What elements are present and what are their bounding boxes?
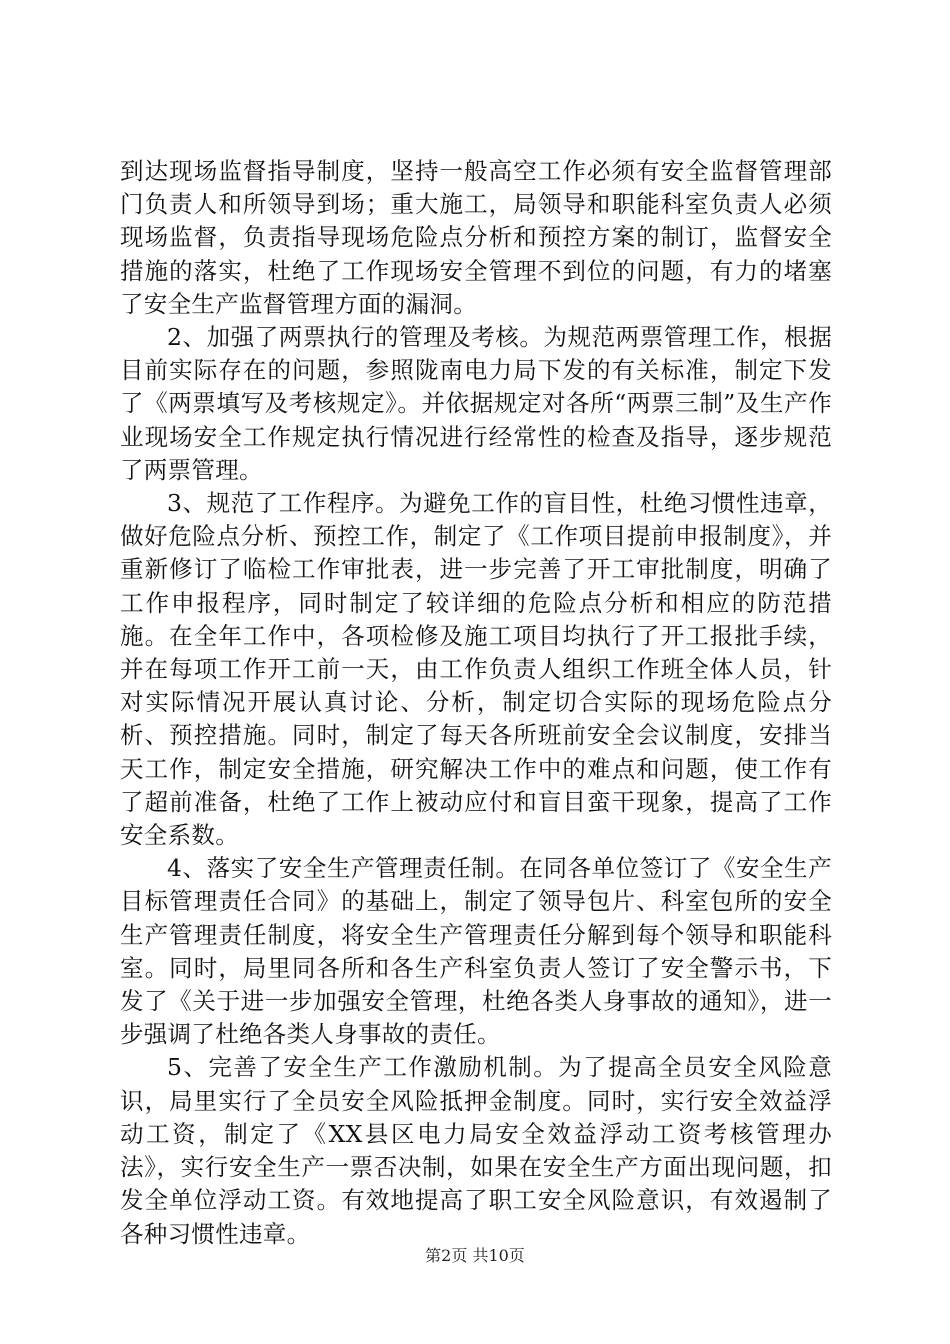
paragraph-item-3: 3、规范了工作程序。为避免工作的盲目性，杜绝习惯性违章，做好危险点分析、预控工作，制定了《工作项目提前申报制度》，并重新修订了临检工作审批表，进一步完善了开工审批制度，明确了工作申报程序，同时制定了较详细的危险点分析和相应的防范措施。在全年工作中，各项检修及施工项目均执行了开工报批手续，并在每项工作开工前一天，由工作负责人组织工作班全体人员，针对实际情况开展认真讨论、分析，制定切合实际的现场危险点分析、预控措施。同时，制定了每天各所班前安全会议制度，安排当天工作，制定安全措施，研究解决工作中的难点和问题，使工作有了超前准备，杜绝了工作上被动应付和盲目蛮干现象，提高了工作安全系数。 bbox=[120, 489, 832, 850]
paragraph-item-5: 5、完善了安全生产工作激励机制。为了提高全员安全风险意识，局里实行了全员安全风险抵押金制度。同时，实行安全效益浮动工资，制定了《XX县区电力局安全效益浮动工资考核管理办法》，实行安全生产一票否决制，如果在安全生产方面出现问题，扣发全单位浮动工资。有效地提高了职工安全风险意识，有效遏制了各种习惯性违章。 bbox=[120, 1053, 832, 1248]
paragraph-item-2: 2、加强了两票执行的管理及考核。为规范两票管理工作，根据目前实际存在的问题，参照陇南电力局下发的有关标准，制定下发了《两票填写及考核规定》。并依据规定对各所“两票三制”及生产作业现场安全工作规定执行情况进行经常性的检查及指导，逐步规范了两票管理。 bbox=[120, 323, 832, 484]
paragraph-continuation: 到达现场监督指导制度，坚持一般高空工作必须有安全监督管理部门负责人和所领导到场；重大施工，局领导和职能科室负责人必须现场监督，负责指导现场危险点分析和预控方案的制订，监督安全措施的落实，杜绝了工作现场安全管理不到位的问题，有力的堵塞了安全生产监督管理方面的漏洞。 bbox=[120, 157, 832, 318]
paragraph-item-4: 4、落实了安全生产管理责任制。在同各单位签订了《安全生产目标管理责任合同》的基础上，制定了领导包片、科室包所的安全生产管理责任制度，将安全生产管理责任分解到每个领导和职能科室。同时，局里同各所和各生产科室负责人签订了安全警示书，下发了《关于进一步加强安全管理，杜绝各类人身事故的通知》，进一步强调了杜绝各类人身事故的责任。 bbox=[120, 854, 832, 1049]
document-body bbox=[120, 155, 832, 1251]
page-number-footer: 第2页 共10页 bbox=[425, 1246, 525, 1265]
